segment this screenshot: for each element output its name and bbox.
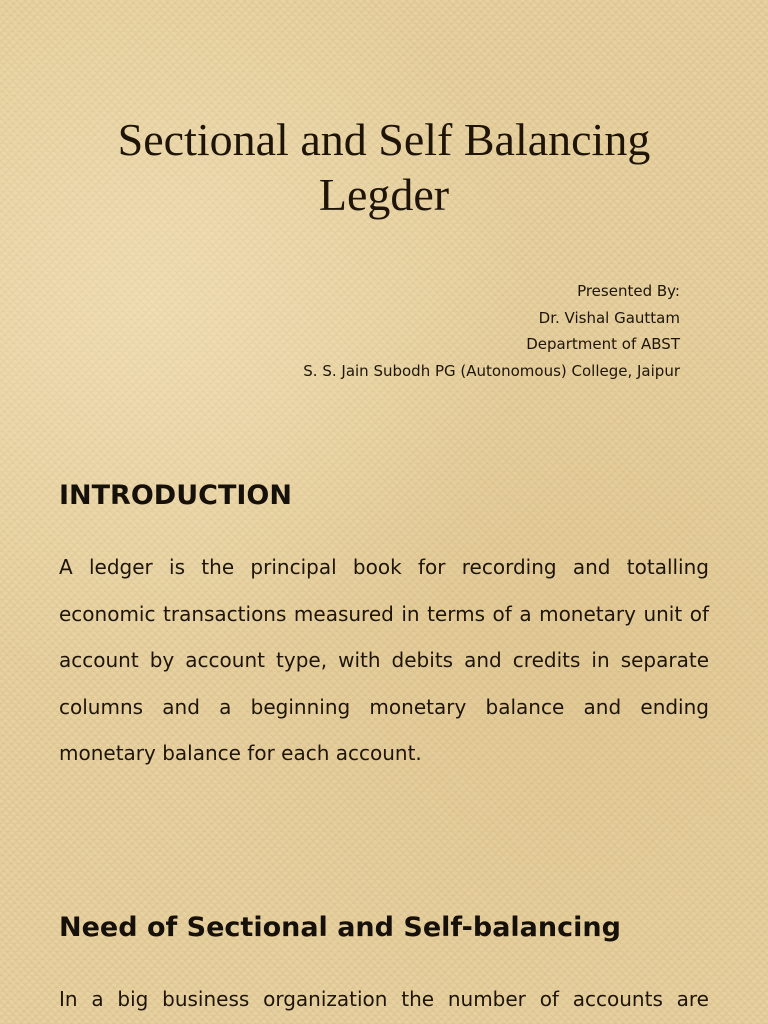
introduction-heading: INTRODUCTION [59, 480, 292, 511]
presented-by-label: Presented By: [577, 282, 680, 300]
need-heading: Need of Sectional and Self-balancing [59, 912, 621, 943]
presenter-department: Department of ABST [526, 335, 680, 353]
introduction-paragraph: A ledger is the principal book for recording and totalling economic transactions measured in terms of a monetary unit of account by account type, with debits and credits in separate columns and a beginning monetary balance and ending monetary balance for each account. [59, 555, 709, 765]
document-title [40, 112, 728, 222]
presenter-block [80, 278, 680, 384]
title-line-1: Sectional and Self Balancing [117, 114, 651, 165]
presenter-name: Dr. Vishal Gauttam [538, 308, 680, 327]
title-line-2: Legder [318, 169, 450, 220]
presenter-college: S. S. Jain Subodh PG (Autonomous) College, Jaipur [303, 361, 680, 380]
need-paragraph: In a big business organization the number of accounts are [59, 987, 709, 1011]
